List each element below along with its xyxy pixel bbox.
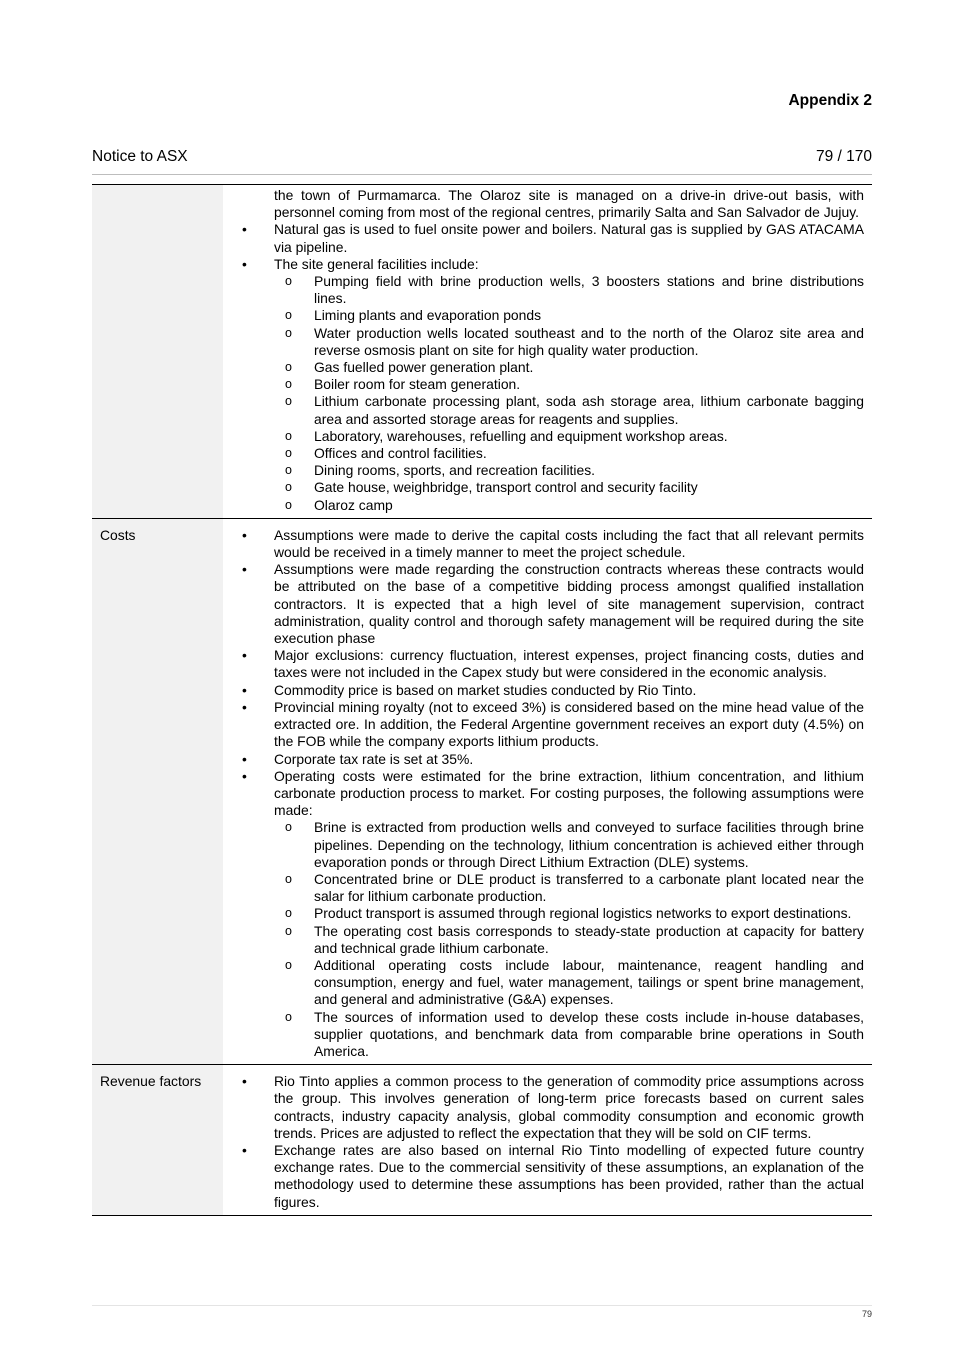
table-row [92, 185, 872, 519]
bullet-item: • Natural gas is used to fuel onsite power and boilers. Natural gas is supplied by GAS ATACAMA via pipeline. [274, 221, 864, 255]
row-content [223, 518, 872, 1064]
footer-divider [92, 1305, 872, 1306]
sub-bullet-item: o The sources of information used to develop these costs include in-house databases, supplier quotations, and benchmark data from comparable brine operations in South America. [314, 1009, 864, 1061]
sub-bullet-list [235, 273, 864, 514]
bullet-item: • Rio Tinto applies a common process to the generation of commodity price assumptions across the group. This involves generation of long-term price forecasts based on current sales contracts, industry capacity analysis, global commodity consumption and economic growth trends. Prices are adjusted to reflect the expectation that they will be sold on CIF terms. [274, 1073, 864, 1142]
table-row-revenue [92, 1065, 872, 1216]
sub-bullet-item: o The operating cost basis corresponds to steady-state production at capacity for battery and technical grade lithium carbonate. [314, 923, 864, 957]
header-divider [92, 174, 872, 175]
bullet-item: • Provincial mining royalty (not to exceed 3%) is considered based on the mine head value of the extracted ore. In addition, the Federal Argentine government receives an export duty (4.5%) on the FOB while the company exports lithium products. [274, 699, 864, 751]
sub-bullet-item: o Water production wells located southeast and to the north of the Olaroz site area and reverse osmosis plant on site for high quality water production. [314, 325, 864, 359]
document-title: Notice to ASX [92, 148, 188, 165]
sub-bullet-item: o Boiler room for steam generation. [314, 376, 864, 393]
bullet-item [274, 768, 864, 1060]
sub-bullet-item: o Pumping field with brine production wells, 3 boosters stations and brine distributions lines. [314, 273, 864, 307]
bullet-text: The site general facilities include: [274, 255, 479, 272]
page-counter: 79 / 170 [815, 148, 872, 165]
bullet-item: • Major exclusions: currency fluctuation, interest expenses, project financing costs, duties and taxes were not included in the Capex study but were considered in the economic analysis. [274, 647, 864, 681]
bullet-item: • Commodity price is based on market studies conducted by Rio Tinto. [274, 682, 864, 699]
bullet-text: Operating costs were estimated for the brine extraction, lithium concentration, and lithium carbonate production process to market. For costing purposes, the following assumptions were made: [274, 767, 864, 819]
row-label: Costs [92, 518, 223, 1064]
sub-bullet-item: o Offices and control facilities. [314, 445, 864, 462]
footer-page-number: 79 [861, 1309, 872, 1319]
row-content [223, 185, 872, 519]
sub-bullet-item: o Gas fuelled power generation plant. [314, 359, 864, 376]
continuation-text: the town of Purmamarca. The Olaroz site is managed on a drive-in drive-out basis, with personnel coming from most of the regional centres, primarily Salta and San Salvador de Jujuy. [274, 187, 864, 221]
sub-bullet-item: o Liming plants and evaporation ponds [314, 307, 864, 324]
appendix-title: Appendix 2 [788, 92, 872, 109]
sub-bullet-item: o Additional operating costs include labour, maintenance, reagent handling and consumption, energy and fuel, water management, tailings or spent brine management, and general and administrative (G&A) expenses. [314, 957, 864, 1009]
bullet-list [235, 221, 864, 513]
bullet-item: • Assumptions were made regarding the construction contracts whereas these contracts would be attributed on the base of a competitive bidding process amongst qualified installation contractors. It is expected that a high level of site management supervision, contract administration, quality control and thorough safety management will be required during the site execution phase [274, 561, 864, 647]
sub-bullet-item: o Dining rooms, sports, and recreation facilities. [314, 462, 864, 479]
bullet-item [274, 256, 864, 514]
sub-bullet-list [235, 819, 864, 1060]
sub-bullet-item: o Concentrated brine or DLE product is transferred to a carbonate plant located near the salar for lithium carbonate production. [314, 871, 864, 905]
row-content [223, 1065, 872, 1216]
sub-bullet-item: o Gate house, weighbridge, transport control and security facility [314, 479, 864, 496]
assumptions-table [92, 184, 872, 1216]
bullet-list [235, 527, 864, 1060]
bullet-item: • Exchange rates are also based on internal Rio Tinto modelling of expected future country exchange rates. Due to the commercial sensitivity of these assumptions, an explanation of the methodology used to determine these assumptions has been provided, rather than the actual figures. [274, 1142, 864, 1211]
table-row-costs [92, 518, 872, 1064]
bullet-list [235, 1073, 864, 1211]
sub-bullet-item: o Laboratory, warehouses, refuelling and equipment workshop areas. [314, 428, 864, 445]
sub-bullet-item: o Brine is extracted from production wells and conveyed to surface facilities through brine pipelines. Depending on the technology, lithium concentration is achieved either through evaporation ponds or through Direct Lithium Extraction (DLE) systems. [314, 819, 864, 871]
row-label [92, 185, 223, 519]
row-label: Revenue factors [92, 1065, 223, 1216]
bullet-item: • Assumptions were made to derive the capital costs including the fact that all relevant permits would be received in a timely manner to meet the project schedule. [274, 527, 864, 561]
sub-bullet-item: o Lithium carbonate processing plant, soda ash storage area, lithium carbonate bagging area and assorted storage areas for reagents and supplies. [314, 393, 864, 427]
sub-bullet-item: o Product transport is assumed through regional logistics networks to export destinations. [314, 905, 864, 922]
bullet-item: • Corporate tax rate is set at 35%. [274, 751, 864, 768]
sub-bullet-item: o Olaroz camp [314, 497, 864, 514]
